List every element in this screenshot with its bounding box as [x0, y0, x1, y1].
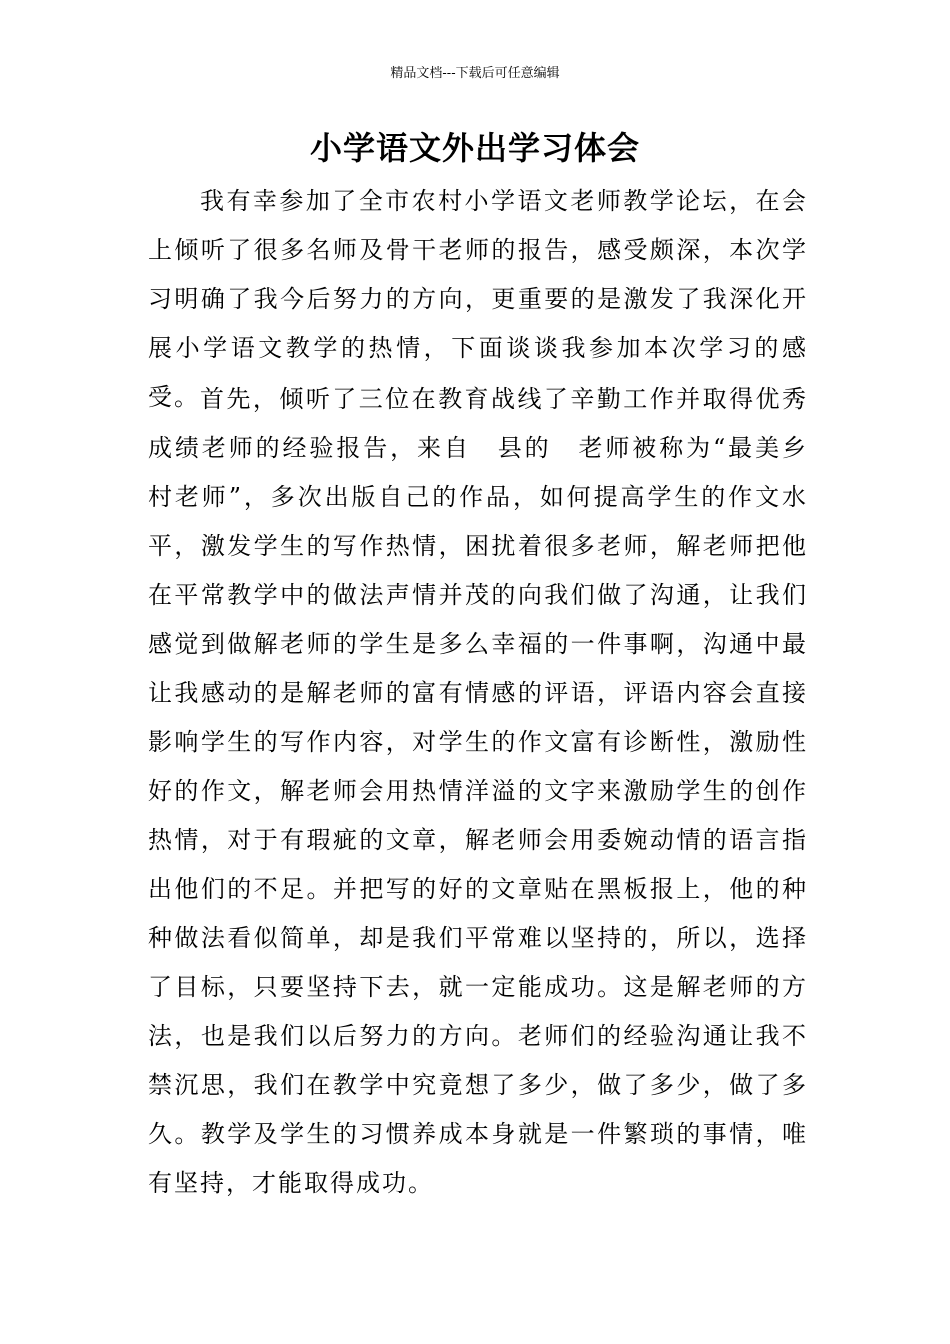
body-paragraph: 首先，倾听了三位在教育战线了辛勤工作并取得优秀成绩老师的经验报告，来自 县的 老师被称为“最美乡村老师”，多次出版自己的作品，如何提高学生的作文水平，激发学生的写作热情，困扰着很多老师，解老师把他在平常教学中的做法声情并茂的向我们做了沟通，让我们感觉到做解老师的学生是多么幸福的一件事啊，沟通中最让我感动的是解老师的富有情感的评语，评语内容会直接影响学生的写作内容，对学生的作文富有诊断性，激励性好的作文，解老师会用热情洋溢的文字来激励学生的创作热情，对于有瑕疵的文章，解老师会用委婉动情的语言指出他们的不足。并把写的好的文章贴在黑板报上，他的种种做法看似简单，却是我们平常难以坚持的，所以，选择了目标，只要坚持下去，就一定能成功。这是解老师的方法，也是我们以后努力的方向。老师们的经验沟通让我不禁沉思，我们在教学中究竟想了多少，做了多少，做了多久。教学及学生的习惯养成本身就是一件繁琐的事情，唯有坚持，才能取得成功。	[148, 385, 808, 1197]
body-paragraph: 我有幸参加了全市农村小学语文老师教学论坛，在会上倾听了很多名师及骨干老师的报告，感受颇深，本次学习明确了我今后努力的方向，更重要的是激发了我深化开展小学语文教学的热情，下面谈谈我参加本次学习的感受。	[148, 187, 808, 411]
document-title: 小学语文外出学习体会	[309, 129, 640, 167]
header-note: 精品文档---下载后可任意编辑	[390, 66, 560, 81]
body-paragraph-2-block	[148, 375, 808, 1208]
